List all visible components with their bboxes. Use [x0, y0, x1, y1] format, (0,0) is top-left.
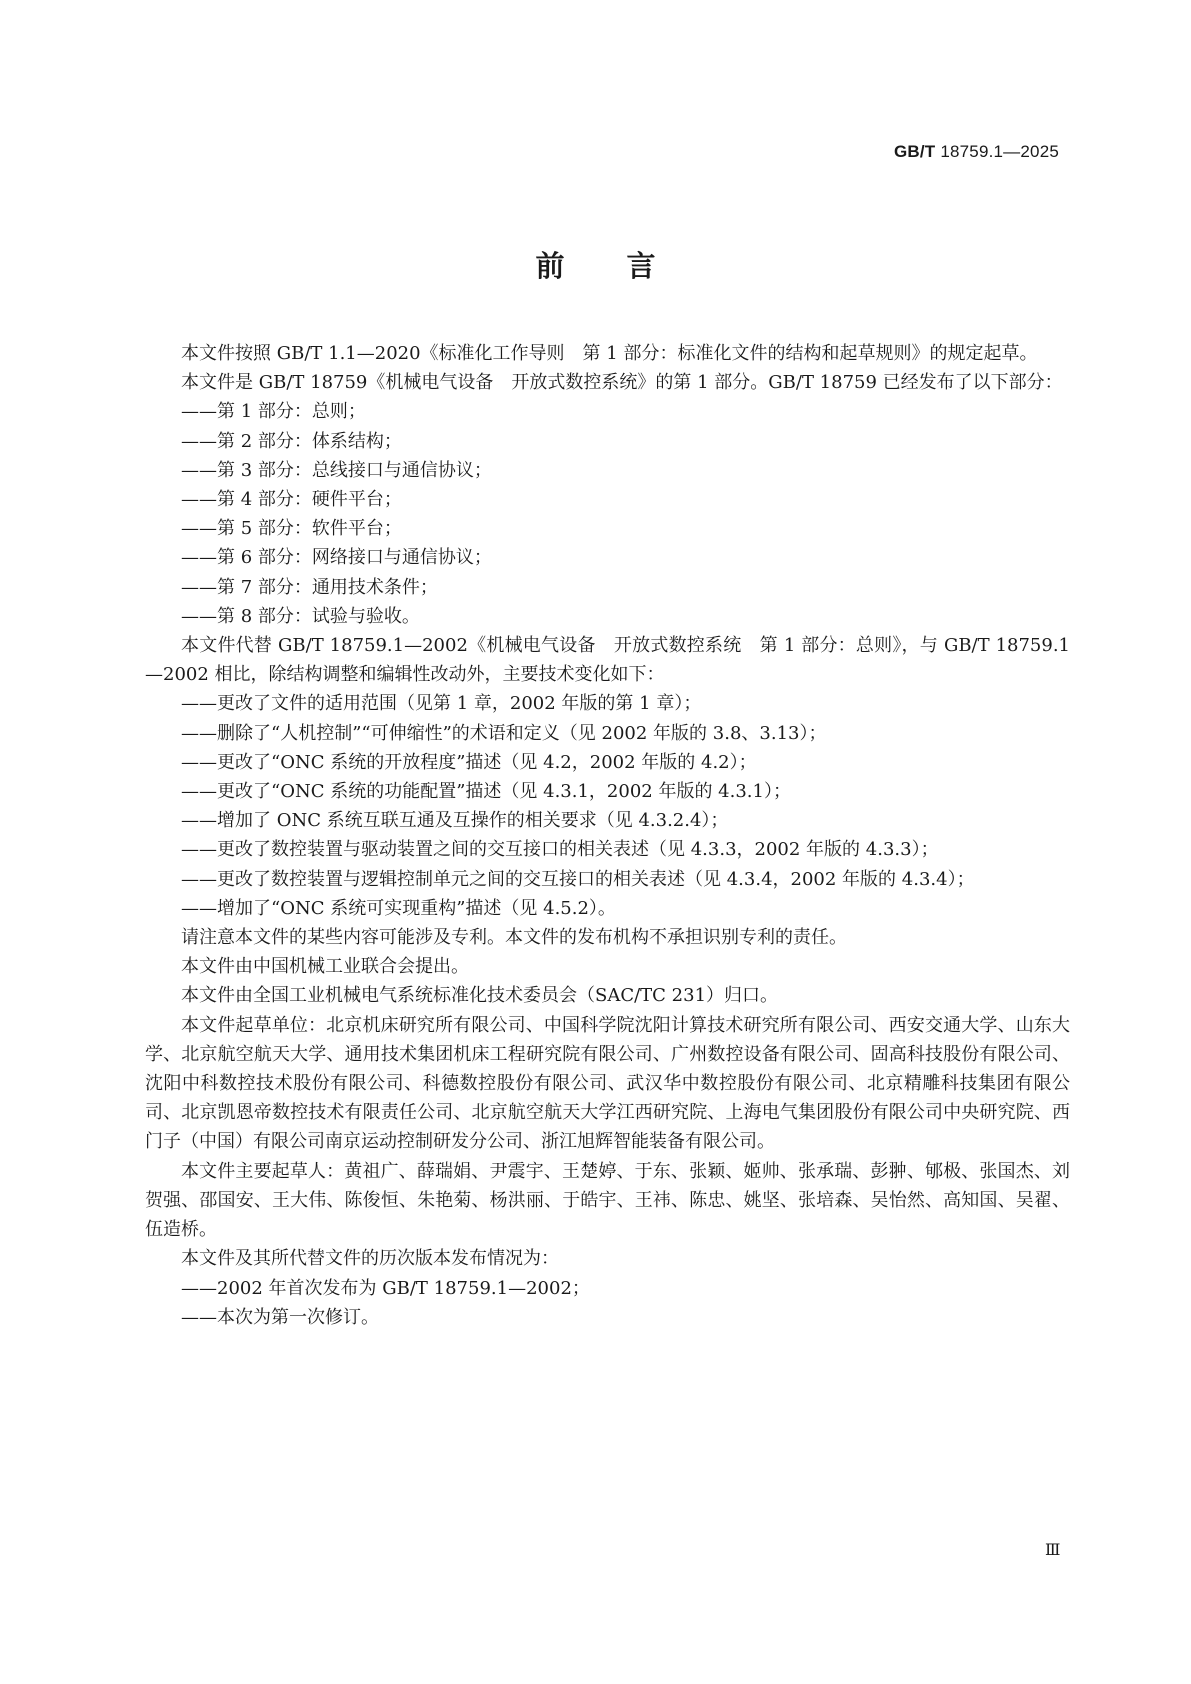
- foreword-body: [145, 339, 1070, 1332]
- list-item-history: ——2002 年首次发布为 GB/T 18759.1—2002；: [181, 1277, 590, 1299]
- list-item-part-7: ——第 7 部分：通用技术条件；: [181, 576, 438, 598]
- standard-code-header: [894, 142, 1059, 162]
- list-item-part-6: ——第 6 部分：网络接口与通信协议；: [181, 547, 492, 569]
- list-item-part-5: ——第 5 部分：软件平台；: [181, 518, 402, 540]
- list-item-part-2: ——第 2 部分：体系结构；: [181, 430, 402, 452]
- paragraph-replacement: 本文件代替 GB/T 18759.1—2002《机械电气设备 开放式数控系统 第 1 部分：总则》，与 GB/T 18759.1—2002 相比，除结构调整和编辑性改动外，主要技术变化如下：: [145, 635, 1070, 686]
- standard-number: 18759.1—2025: [940, 142, 1059, 161]
- paragraph-committee: 本文件由全国工业机械电气系统标准化技术委员会（SAC/TC 231）归口。: [181, 985, 779, 1007]
- list-item-change: ——增加了“ONC 系统可实现重构”描述（见 4.5.2）。: [181, 897, 616, 919]
- list-item-change: ——增加了 ONC 系统互联互通及互操作的相关要求（见 4.3.2.4）；: [181, 810, 729, 832]
- page-title: 前言: [535, 249, 718, 283]
- list-item-part-8: ——第 8 部分：试验与验收。: [181, 605, 420, 627]
- paragraph-history-intro: 本文件及其所代替文件的历次版本发布情况为：: [181, 1248, 559, 1270]
- paragraph-drafters: 本文件主要起草人：黄祖广、薛瑞娟、尹震宇、王楚婷、于东、张颖、姬帅、张承瑞、彭翀、郇极、张国杰、刘贺强、邵国安、王大伟、陈俊恒、朱艳菊、杨洪丽、于皓宇、王祎、陈忠、姚坚、张培森、吴怡然、高知国、吴翟、伍造桥。: [145, 1160, 1070, 1241]
- paragraph-patent-notice: 请注意本文件的某些内容可能涉及专利。本文件的发布机构不承担识别专利的责任。: [181, 927, 847, 949]
- paragraph-drafting-rules: 本文件按照 GB/T 1.1—2020《标准化工作导则 第 1 部分：标准化文件的结构和起草规则》的规定起草。: [181, 343, 1038, 364]
- list-item-change: ——更改了“ONC 系统的开放程度”描述（见 4.2，2002 年版的 4.2）；: [181, 751, 757, 773]
- list-item-change: ——删除了“人机控制”“可伸缩性”的术语和定义（见 2002 年版的 3.8、3.13）；: [181, 722, 827, 744]
- list-item-history: ——本次为第一次修订。: [181, 1306, 379, 1328]
- list-item-change: ——更改了文件的适用范围（见第 1 章，2002 年版的第 1 章）；: [181, 693, 702, 715]
- standard-prefix: GB/T: [893, 142, 936, 161]
- list-item-change: ——更改了“ONC 系统的功能配置”描述（见 4.3.1，2002 年版的 4.3.1）；: [181, 781, 791, 803]
- list-item-change: ——更改了数控装置与逻辑控制单元之间的交互接口的相关表述（见 4.3.4，2002 年版的 4.3.4）；: [181, 868, 975, 890]
- list-item-part-3: ——第 3 部分：总线接口与通信协议；: [181, 459, 492, 481]
- page-number: Ⅲ: [1045, 1540, 1061, 1559]
- list-item-part-1: ——第 1 部分：总则；: [181, 401, 366, 423]
- list-item-change: ——更改了数控装置与驱动装置之间的交互接口的相关表述（见 4.3.3，2002 年版的 4.3.3）；: [181, 839, 939, 861]
- paragraph-series-intro: 本文件是 GB/T 18759《机械电气设备 开放式数控系统》的第 1 部分。GB/T 18759 已经发布了以下部分：: [181, 372, 1063, 394]
- list-item-part-4: ——第 4 部分：硬件平台；: [181, 489, 402, 511]
- paragraph-drafting-units: 本文件起草单位：北京机床研究所有限公司、中国科学院沈阳计算技术研究所有限公司、西安交通大学、山东大学、北京航空航天大学、通用技术集团机床工程研究院有限公司、广州数控设备有限公司、固高科技股份有限公司、沈阳中科数控技术股份有限公司、科德数控股份有限公司、武汉华中数控股份有限公司、北京精雕科技集团有限公司、北京凯恩帝数控技术有限责任公司、北京航空航天大学江西研究院、上海电气集团股份有限公司中央研究院、西门子（中国）有限公司南京运动控制研发分公司、浙江旭辉智能装备有限公司。: [145, 1014, 1070, 1153]
- paragraph-proposer: 本文件由中国机械工业联合会提出。: [181, 956, 469, 978]
